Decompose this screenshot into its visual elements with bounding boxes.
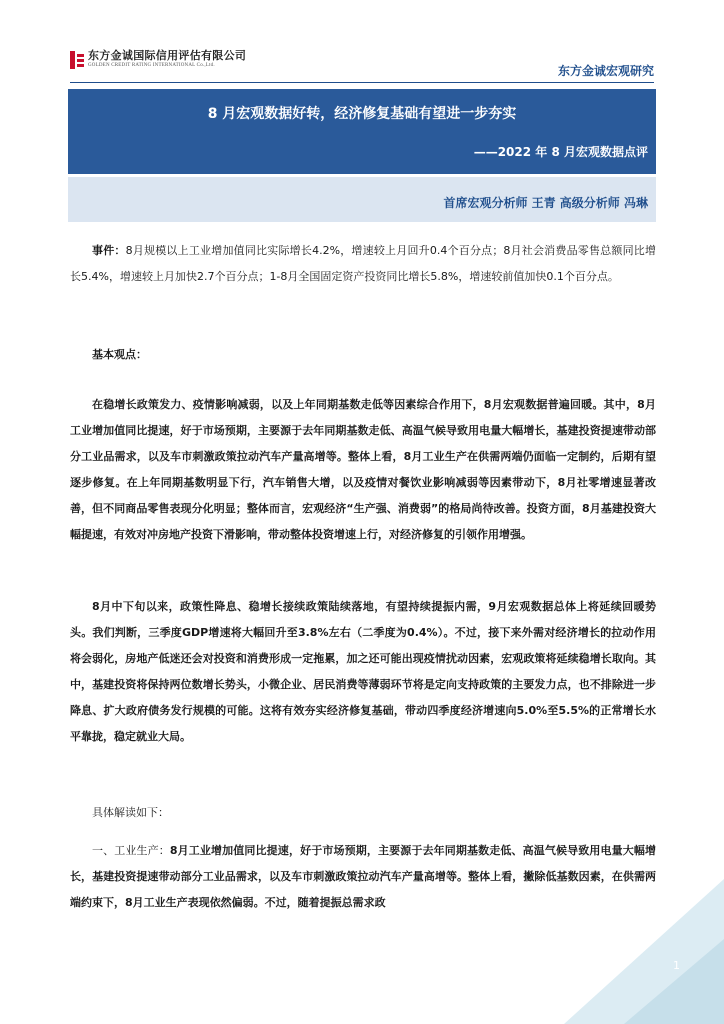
header-divider: [70, 82, 654, 83]
event-label: 事件：: [92, 244, 126, 257]
title-banner: [68, 89, 656, 174]
event-text: 8月规模以上工业增加值同比实际增长4.2%，增速较上月回升0.4个百分点；8月社会消费品零售总额同比增长5.4%，增速较上月加快2.7个百分点；1-8月全国固定资产投资同比增长5.8%，增速较前值加快0.1个百分点。: [70, 244, 657, 283]
header-series-title: 东方金诚宏观研究: [557, 64, 654, 78]
company-logo: [70, 50, 246, 69]
author-banner: [68, 177, 656, 222]
basic-view-heading: 基本观点：: [92, 348, 147, 361]
author-line: 首席宏观分析师 王青 高级分析师 冯琳: [443, 196, 648, 210]
logo-icon: [70, 51, 84, 69]
logo-cn-name: 东方金诚国际信用评估有限公司: [88, 49, 247, 62]
section-1-text: 8月工业增加值同比提速，好于市场预期，主要源于去年同期基数走低、高温气候导致用电量大幅增长，基建投资提速带动部分工业品需求，以及车市刺激政策拉动汽车产量高增等。整体上看，撇除低基数因素，在供需两端约束下，8月工业生产表现依然偏弱。不过，随着提振总需求政: [70, 844, 656, 909]
event-paragraph: [70, 238, 656, 290]
logo-text: [88, 50, 246, 69]
page-number: 1: [673, 959, 680, 972]
view-paragraph-2: 8月中下旬以来，政策性降息、稳增长接续政策陆续落地，有望持续提振内需，9月宏观数据总体上将延续回暖势头。我们判断，三季度GDP增速将大幅回升至3.8%左右（二季度为0.4%）。不过，接下来外需对经济增长的拉动作用将会弱化，房地产低迷还会对投资和消费形成一定拖累，加之还可能出现疫情扰动因素，宏观政策将延续稳增长取向。其中，基建投资将保持两位数增长势头，小微企业、居民消费等薄弱环节将是定向支持政策的主要发力点，也不排除进一步降息、扩大政府债务发行规模的可能。这将有效夯实经济修复基础，带动四季度经济增速向5.0%至5.5%的正常增长水平靠拢，稳定就业大局。: [70, 600, 656, 743]
report-subtitle: ——2022 年 8 月宏观数据点评: [473, 145, 648, 159]
section-1-label: 一、工业生产：: [92, 844, 170, 857]
detail-heading: 具体解读如下：: [92, 806, 169, 819]
logo-en-name: GOLDEN CREDIT RATING INTERNATIONAL Co.,Ltd.: [88, 63, 215, 68]
report-title: 8 月宏观数据好转，经济修复基础有望进一步夯实: [207, 106, 517, 122]
view-paragraph-1: 在稳增长政策发力、疫情影响减弱，以及上年同期基数走低等因素综合作用下，8月宏观数据普遍回暖。其中，8月工业增加值同比提速，好于市场预期，主要源于去年同期基数走低、高温气候导致用电量大幅增长，基建投资提速带动部分工业品需求，以及车市刺激政策拉动汽车产量高增等。整体上看，8月工业生产在供需两端仍面临一定制约，后期有望逐步修复。在上年同期基数明显下行，汽车销售大增，以及疫情对餐饮业影响减弱等因素带动下，8月社零增速显著改善，但不同商品零售表现分化明显；整体而言，宏观经济“生产强、消费弱”的格局尚待改善。投资方面，8月基建投资大幅提速，有效对冲房地产投资下滑影响，带动整体投资增速上行，对经济修复的引领作用增强。: [70, 398, 656, 541]
corner-decoration: [564, 879, 724, 1024]
